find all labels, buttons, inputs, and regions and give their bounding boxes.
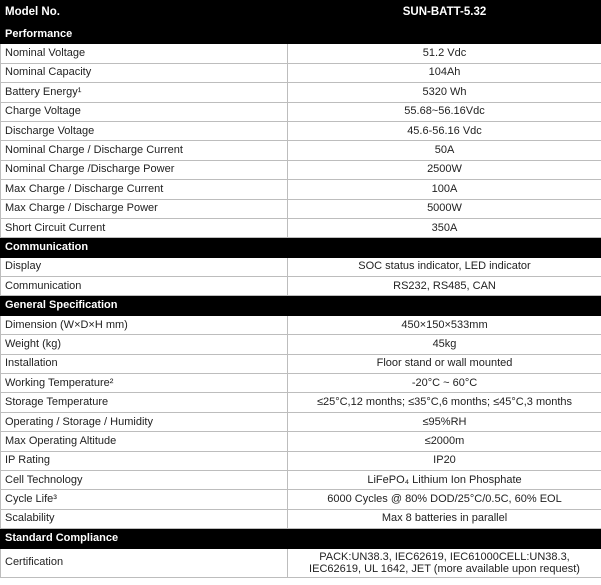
- spec-value: LiFePO₄ Lithium Ion Phosphate: [288, 470, 601, 489]
- spec-row: [1, 121, 601, 140]
- spec-label: Certification: [1, 548, 288, 577]
- spec-row: [1, 374, 601, 393]
- section-title: Standard Compliance: [1, 529, 601, 548]
- spec-row: [1, 451, 601, 470]
- spec-label: Cycle Life³: [1, 490, 288, 509]
- spec-value: 100A: [288, 180, 601, 199]
- spec-value: 2500W: [288, 160, 601, 179]
- spec-row: [1, 83, 601, 102]
- spec-label: Max Operating Altitude: [1, 432, 288, 451]
- spec-label: Communication: [1, 277, 288, 296]
- spec-row: [1, 199, 601, 218]
- spec-value: 104Ah: [288, 63, 601, 82]
- spec-value: 350A: [288, 218, 601, 237]
- spec-label: Nominal Charge / Discharge Current: [1, 141, 288, 160]
- spec-label: Discharge Voltage: [1, 121, 288, 140]
- spec-label: Max Charge / Discharge Current: [1, 180, 288, 199]
- spec-row: [1, 548, 601, 577]
- spec-value: -20°C ~ 60°C: [288, 374, 601, 393]
- spec-row: [1, 277, 601, 296]
- section-header-standard-compliance: [1, 529, 601, 548]
- spec-row: [1, 218, 601, 237]
- spec-label: Battery Energy¹: [1, 83, 288, 102]
- spec-row: [1, 257, 601, 276]
- spec-label: Nominal Charge /Discharge Power: [1, 160, 288, 179]
- spec-value: 450×150×533mm: [288, 315, 601, 334]
- spec-label: Operating / Storage / Humidity: [1, 412, 288, 431]
- model-value: SUN-BATT-5.32: [288, 1, 601, 25]
- model-label: Model No.: [1, 1, 288, 25]
- spec-row: [1, 180, 601, 199]
- spec-value: 55.68~56.16Vdc: [288, 102, 601, 121]
- spec-label: Display: [1, 257, 288, 276]
- spec-row: [1, 63, 601, 82]
- spec-value: 45.6-56.16 Vdc: [288, 121, 601, 140]
- spec-label: Charge Voltage: [1, 102, 288, 121]
- spec-label: Short Circuit Current: [1, 218, 288, 237]
- spec-value: SOC status indicator, LED indicator: [288, 257, 601, 276]
- spec-value: ≤2000m: [288, 432, 601, 451]
- spec-row: [1, 509, 601, 528]
- spec-row: [1, 141, 601, 160]
- spec-label: IP Rating: [1, 451, 288, 470]
- spec-label: Nominal Voltage: [1, 44, 288, 63]
- spec-value: ≤25°C,12 months; ≤35°C,6 months; ≤45°C,3 months: [288, 393, 601, 412]
- section-title: Communication: [1, 238, 601, 257]
- section-title: Performance: [1, 25, 601, 44]
- spec-value: 5000W: [288, 199, 601, 218]
- spec-label: Cell Technology: [1, 470, 288, 489]
- spec-value: 50A: [288, 141, 601, 160]
- section-header-performance: [1, 25, 601, 44]
- spec-row: [1, 354, 601, 373]
- spec-value: PACK:UN38.3, IEC62619, IEC61000CELL:UN38.3, IEC62619, UL 1642, JET (more available upon request): [288, 548, 601, 577]
- spec-row: [1, 412, 601, 431]
- spec-label: Max Charge / Discharge Power: [1, 199, 288, 218]
- spec-value: 6000 Cycles @ 80% DOD/25°C/0.5C, 60% EOL: [288, 490, 601, 509]
- model-header-row: [1, 1, 601, 25]
- spec-row: [1, 44, 601, 63]
- spec-row: [1, 490, 601, 509]
- spec-row: [1, 315, 601, 334]
- spec-label: Nominal Capacity: [1, 63, 288, 82]
- spec-label: Installation: [1, 354, 288, 373]
- spec-row: [1, 432, 601, 451]
- section-header-general-specification: [1, 296, 601, 315]
- spec-label: Storage Temperature: [1, 393, 288, 412]
- section-header-communication: [1, 238, 601, 257]
- spec-label: Scalability: [1, 509, 288, 528]
- spec-row: [1, 393, 601, 412]
- spec-row: [1, 335, 601, 354]
- spec-value: RS232, RS485, CAN: [288, 277, 601, 296]
- spec-value: ≤95%RH: [288, 412, 601, 431]
- spec-table-body: [1, 1, 601, 578]
- spec-label: Working Temperature²: [1, 374, 288, 393]
- spec-value: 51.2 Vdc: [288, 44, 601, 63]
- spec-row: [1, 160, 601, 179]
- spec-label: Weight (kg): [1, 335, 288, 354]
- spec-value: 5320 Wh: [288, 83, 601, 102]
- spec-value: 45kg: [288, 335, 601, 354]
- section-title: General Specification: [1, 296, 601, 315]
- spec-value: Max 8 batteries in parallel: [288, 509, 601, 528]
- spec-row: [1, 470, 601, 489]
- spec-value: Floor stand or wall mounted: [288, 354, 601, 373]
- spec-row: [1, 102, 601, 121]
- spec-label: Dimension (W×D×H mm): [1, 315, 288, 334]
- spec-value: IP20: [288, 451, 601, 470]
